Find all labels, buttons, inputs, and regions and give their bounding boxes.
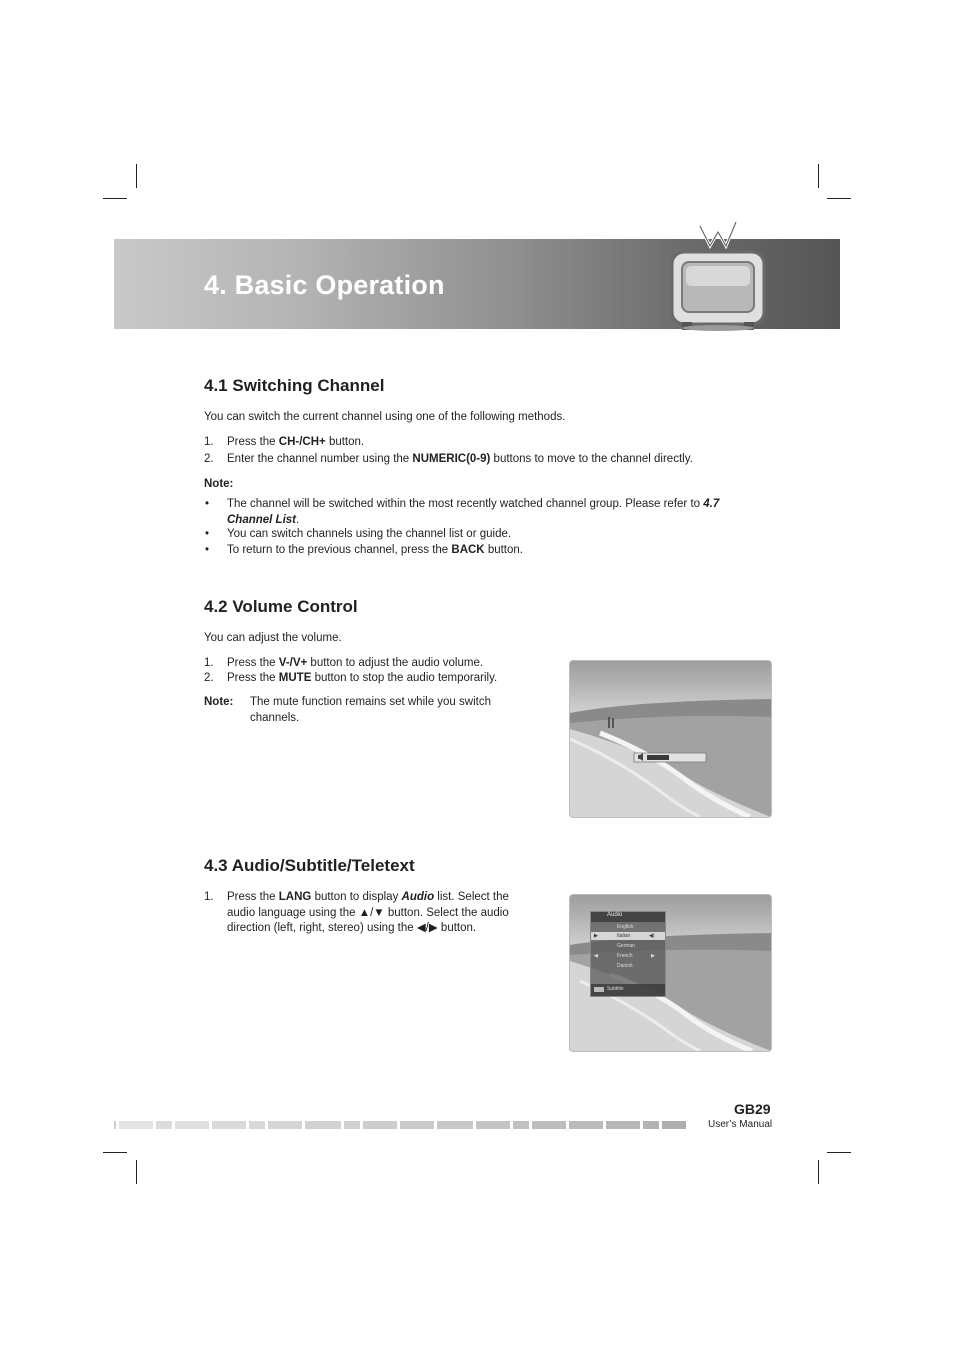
beach-image: [570, 661, 771, 817]
note-label: Note:: [204, 478, 234, 490]
section-intro: You can switch the current channel using one of the following methods.: [204, 411, 566, 423]
audio-menu-title: Audio: [607, 912, 623, 918]
note-item: You can switch channels using the channel list or guide.: [227, 528, 512, 540]
note-text: The mute function remains set while you switch: [250, 696, 491, 708]
list-item-line: audio language using the ▲/▼ button. Select the audio: [227, 907, 509, 919]
crop-mark: [818, 164, 819, 188]
section-heading-volume-control: 4.2 Volume Control: [204, 597, 358, 616]
list-item: Press the MUTE button to stop the audio temporarily.: [227, 672, 498, 684]
crop-mark: [136, 1160, 137, 1184]
audio-menu-footer: Subtitle: [607, 986, 624, 992]
audio-menu: [590, 911, 666, 997]
bullet: •: [205, 544, 210, 556]
crop-mark: [827, 1152, 851, 1153]
list-number: 1.: [204, 891, 214, 903]
chapter-title: 4. Basic Operation: [204, 270, 445, 300]
crop-mark: [103, 198, 127, 199]
crop-mark: [103, 1152, 127, 1153]
audio-menu-item[interactable]: English: [617, 924, 634, 930]
arrow-right-icon: ▶: [594, 933, 598, 939]
arrow-right-icon: ▶: [651, 953, 655, 959]
section-heading-switching-channel: 4.1 Switching Channel: [204, 376, 385, 395]
section-intro: You can adjust the volume.: [204, 632, 342, 644]
list-number: 1.: [204, 657, 214, 669]
arrow-left-icon: ◀: [594, 953, 598, 959]
list-item: Press the CH-/CH+ button.: [227, 436, 365, 448]
audio-menu-item[interactable]: Danish: [617, 963, 633, 969]
speaker-icon: ◀): [649, 933, 655, 939]
crop-mark: [818, 1160, 819, 1184]
note-item: To return to the previous channel, press the BACK button.: [227, 544, 523, 556]
list-item-line: direction (left, right, stereo) using the ◀/▶ button.: [227, 922, 477, 934]
list-item: Press the V-/V+ button to adjust the audio volume.: [227, 657, 484, 669]
volume-screenshot: [569, 660, 772, 818]
note-item: The channel will be switched within the most recently watched channel group. Please refer to 4.7 Channel List.: [227, 498, 720, 526]
footer-decoration-bar: [114, 1121, 686, 1129]
audio-menu-item[interactable]: German: [617, 943, 636, 949]
list-number: 2.: [204, 672, 214, 684]
tv-icon: [666, 218, 770, 332]
list-number: 2.: [204, 453, 214, 465]
note-text: channels.: [250, 712, 300, 724]
manual-label: User’s Manual: [708, 1119, 773, 1130]
section-heading-audio-subtitle-teletext: 4.3 Audio/Subtitle/Teletext: [204, 856, 415, 875]
audio-screenshot: [569, 894, 772, 1052]
bullet: •: [205, 528, 210, 540]
audio-menu-item[interactable]: French: [617, 953, 633, 959]
audio-menu-item-selected[interactable]: Italian: [617, 933, 631, 939]
list-number: 1.: [204, 436, 214, 448]
note-label: Note:: [204, 696, 234, 708]
crop-mark: [136, 164, 137, 188]
crop-mark: [827, 198, 851, 199]
button-icon: [594, 987, 604, 992]
list-item: Enter the channel number using the NUMERIC(0-9) buttons to move to the channel directly.: [227, 453, 693, 465]
list-item: Press the LANG button to display Audio list. Select the: [227, 891, 509, 903]
bullet: •: [205, 498, 210, 510]
page-number: GB29: [734, 1101, 771, 1117]
